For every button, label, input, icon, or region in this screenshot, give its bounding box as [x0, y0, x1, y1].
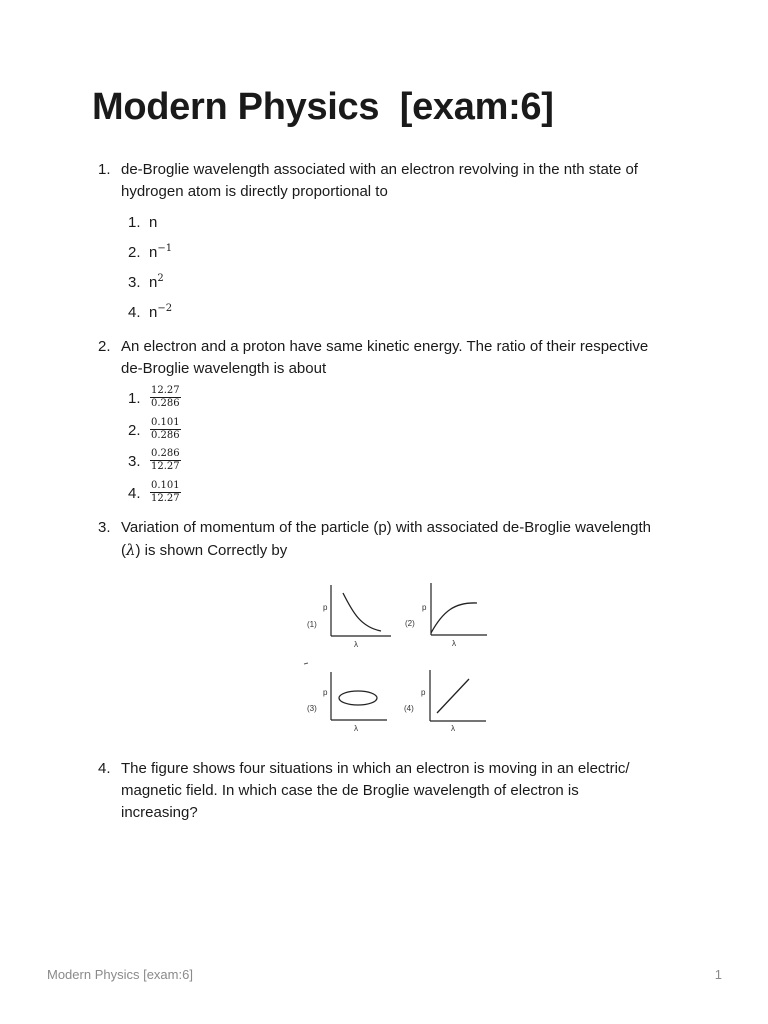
option-3 [121, 268, 656, 298]
option-3 [121, 446, 656, 478]
fraction-denominator: 12.27 [151, 492, 180, 504]
question-1 [96, 159, 656, 328]
question-number: 2. [98, 338, 111, 355]
page-title: Modern Physics [exam:6] [92, 86, 554, 128]
option-exponent: −1 [157, 243, 173, 254]
graph-curve [437, 679, 469, 713]
graph-curve [339, 691, 377, 705]
question-text: de-Broglie wavelength associated with an electron revolving in the nth state of hydrogen atom is directly proportional to [121, 161, 638, 200]
lambda-symbol: λ [126, 541, 136, 559]
option-number: 1. [128, 214, 141, 231]
option-exponent: 2 [157, 273, 164, 284]
question-text: The figure shows four situations in which an electron is moving in an electric/ magnetic field. In which case the de Broglie wavelength of electron is increasing? [121, 760, 630, 821]
graph-panel-label: (4) [404, 704, 414, 713]
option-number: 4. [128, 304, 141, 321]
question-text-before: Variation of momentum of the particle (p) with associated de-Broglie wavelength ( [121, 519, 651, 559]
graph-x-label: λ [451, 724, 455, 733]
question-text [121, 517, 656, 562]
graph-x-label: λ [452, 639, 456, 648]
fraction-denominator: 0.286 [151, 398, 180, 409]
question-number: 4. [98, 760, 111, 777]
option-exponent: −2 [157, 303, 173, 314]
graph-panel-label: (2) [405, 619, 415, 628]
option-number: 1. [128, 390, 141, 407]
graph-panel-3 [307, 672, 387, 733]
option-number: 3. [128, 453, 141, 470]
option-number: 2. [128, 421, 141, 439]
graph-y-label: p [323, 603, 328, 612]
option-number: 4. [128, 484, 141, 502]
graph-curve [431, 603, 477, 633]
option-list [121, 383, 656, 509]
graph-panel-1 [307, 585, 391, 649]
fraction-denominator: 12.27 [151, 461, 180, 472]
graph-panel-4 [404, 670, 486, 733]
stray-mark [304, 663, 308, 664]
momentum-wavelength-figure [295, 577, 500, 742]
fraction-numerator: 12.27 [151, 385, 180, 396]
option-base: n [149, 214, 158, 231]
graph-x-label: λ [354, 640, 358, 649]
option-number: 2. [128, 244, 141, 261]
fraction [150, 385, 181, 410]
fraction [150, 448, 181, 473]
question-text-after: ) is shown Correctly by [135, 542, 288, 559]
question-text: An electron and a proton have same kinetic energy. The ratio of their respective de-Broglie wavelength is about [121, 338, 649, 377]
question-4 [96, 758, 656, 824]
fraction-numerator: 0.101 [151, 479, 180, 491]
option-base: n [149, 274, 158, 291]
option-2 [121, 238, 656, 268]
graph-panel-label: (1) [307, 620, 317, 629]
fraction-numerator: 0.286 [151, 448, 180, 459]
option-1 [121, 208, 656, 238]
question-2 [96, 336, 656, 509]
graph-x-label: λ [354, 724, 358, 733]
question-number: 1. [98, 161, 111, 178]
option-4 [121, 298, 656, 328]
graph-y-label: p [323, 688, 328, 697]
option-list [121, 208, 656, 328]
graph-y-label: p [422, 603, 427, 612]
option-number: 3. [128, 274, 141, 291]
option-base: n [149, 304, 158, 321]
fraction [150, 417, 181, 442]
fraction-denominator: 0.286 [151, 429, 180, 441]
footer-title: Modern Physics [exam:6] [47, 967, 193, 982]
option-1 [121, 383, 656, 415]
page-number: 1 [714, 967, 722, 982]
graphs-svg [295, 577, 500, 742]
option-4 [121, 478, 656, 510]
graph-panel-label: (3) [307, 704, 317, 713]
option-2 [121, 415, 656, 447]
graph-panel-2 [405, 583, 487, 648]
fraction-numerator: 0.101 [151, 416, 180, 428]
graph-y-label: p [421, 688, 426, 697]
graph-curve [343, 593, 381, 631]
question-number: 3. [98, 519, 111, 536]
option-base: n [149, 244, 158, 261]
fraction [150, 480, 181, 505]
